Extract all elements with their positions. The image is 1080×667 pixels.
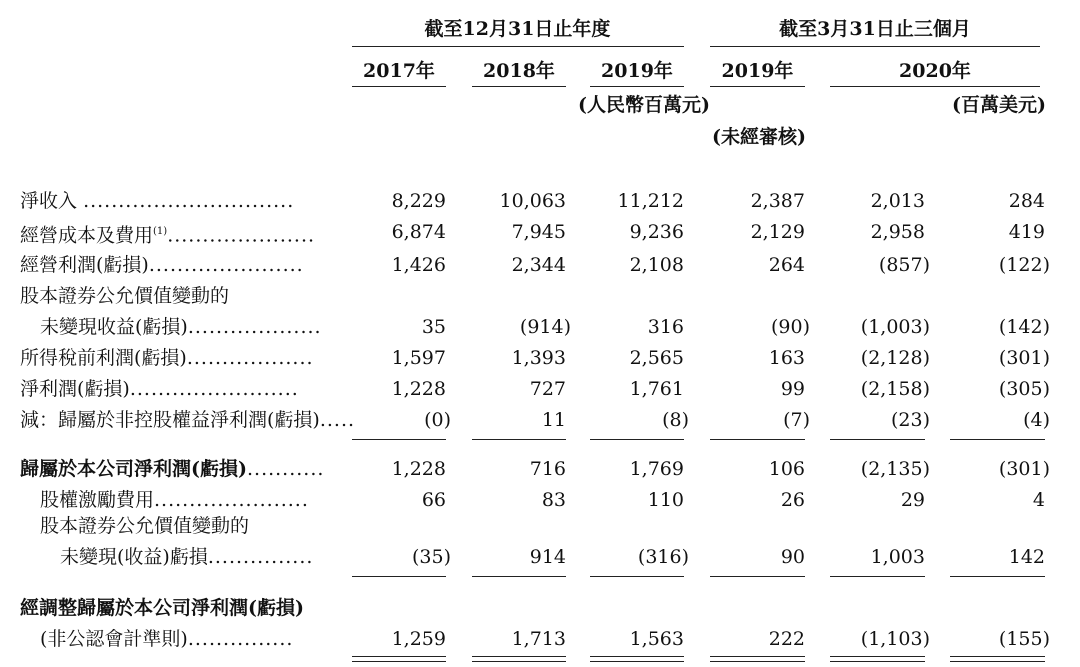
cell: 222 — [768, 628, 805, 650]
cell: (1,003) — [860, 316, 930, 338]
col-rule — [590, 86, 684, 87]
cell: (914) — [519, 316, 571, 338]
col-header-2017: 2017年 — [363, 60, 435, 82]
row-label-pretax-profit: 所得稅前利潤(虧損).................. — [20, 347, 314, 369]
row-label-operating-costs: 經營成本及費用$^{(1)}$..................... — [20, 224, 316, 247]
cell: 1,597 — [391, 347, 446, 369]
cell: (0) — [424, 409, 451, 431]
cell: 9,236 — [629, 221, 684, 243]
cell: 110 — [647, 489, 684, 511]
cell: 2,344 — [511, 254, 566, 276]
subtotal-rule — [472, 576, 566, 577]
cell: (142) — [998, 316, 1050, 338]
cell: 11 — [541, 409, 566, 431]
subtotal-rule — [830, 439, 925, 440]
cell: 99 — [780, 378, 805, 400]
cell: 1,259 — [391, 628, 446, 650]
cell: 142 — [1008, 546, 1045, 568]
cell: (7) — [783, 409, 810, 431]
cell: 1,228 — [391, 378, 446, 400]
cell: (122) — [998, 254, 1050, 276]
subtotal-rule — [710, 576, 805, 577]
cell: 7,945 — [511, 221, 566, 243]
subtotal-rule — [352, 576, 446, 577]
unit-usd-label: (百萬美元) — [952, 94, 1046, 116]
row-label-equity-fv-change: 股本證券公允價值變動的 — [20, 285, 230, 307]
total-rule — [950, 661, 1045, 662]
cell: 29 — [900, 489, 925, 511]
cell: 163 — [768, 347, 805, 369]
cell: 419 — [1008, 221, 1045, 243]
cell: 2,958 — [870, 221, 925, 243]
col-header-2018: 2018年 — [483, 60, 555, 82]
cell: (35) — [411, 546, 451, 568]
subtotal-rule — [950, 576, 1045, 577]
col-rule — [472, 86, 566, 87]
header-rule — [710, 46, 1040, 47]
cell: 10,063 — [499, 190, 566, 212]
cell: 11,212 — [617, 190, 684, 212]
subtotal-rule — [950, 439, 1045, 440]
col-header-2019-q1: 2019年 — [721, 60, 794, 82]
row-label-net-profit: 淨利潤(虧損)........................ — [20, 378, 299, 400]
cell: 264 — [768, 254, 805, 276]
cell: 83 — [541, 489, 566, 511]
cell: 1,228 — [391, 458, 446, 480]
cell: 1,003 — [870, 546, 925, 568]
total-rule — [710, 656, 805, 657]
row-label-unrealized-loss: 未變現(收益)虧損............... — [60, 546, 314, 568]
total-rule — [950, 656, 1045, 657]
cell: (301) — [998, 458, 1050, 480]
subtotal-rule — [590, 576, 684, 577]
cell: 4 — [1032, 489, 1045, 511]
total-rule — [352, 656, 446, 657]
subtotal-rule — [830, 576, 925, 577]
col-rule — [352, 86, 446, 87]
cell: (155) — [998, 628, 1050, 650]
cell: 6,874 — [391, 221, 446, 243]
cell: 2,108 — [629, 254, 684, 276]
cell: 90 — [780, 546, 805, 568]
total-rule — [590, 661, 684, 662]
subtotal-rule — [710, 439, 805, 440]
cell: 66 — [421, 489, 446, 511]
col-header-2020-q1: 2020年 — [899, 60, 971, 82]
cell: (8) — [662, 409, 689, 431]
cell: 1,393 — [511, 347, 566, 369]
cell: (2,128) — [860, 347, 930, 369]
row-label-operating-profit: 經營利潤(虧損)...................... — [20, 254, 304, 276]
cell: 35 — [421, 316, 446, 338]
row-label-minority-interest: 減：歸屬於非控股權益淨利潤(虧損)..... — [20, 409, 356, 431]
col-rule — [830, 86, 1040, 87]
cell: 2,129 — [750, 221, 805, 243]
header-group-annual: 截至12月31日止年度 — [424, 18, 611, 40]
cell: 1,761 — [629, 378, 684, 400]
total-rule — [830, 656, 925, 657]
total-rule — [830, 661, 925, 662]
cell: (4) — [1023, 409, 1050, 431]
total-rule — [352, 661, 446, 662]
total-rule — [472, 656, 566, 657]
cell: (1,103) — [860, 628, 930, 650]
cell: 727 — [529, 378, 566, 400]
cell: 1,713 — [511, 628, 566, 650]
cell: (857) — [878, 254, 930, 276]
total-rule — [472, 661, 566, 662]
cell: (301) — [998, 347, 1050, 369]
row-label-non-gaap: (非公認會計準則)............... — [40, 628, 294, 650]
cell: 284 — [1008, 190, 1045, 212]
col-rule — [710, 86, 805, 87]
row-label-equity-fv-change-2: 股本證券公允價值變動的 — [40, 515, 250, 537]
cell: (305) — [998, 378, 1050, 400]
unit-rmb-label: (人民幣百萬元) — [578, 94, 710, 116]
subtotal-rule — [590, 439, 684, 440]
cell: 26 — [780, 489, 805, 511]
total-rule — [710, 661, 805, 662]
cell: 316 — [647, 316, 684, 338]
col-header-2019: 2019年 — [601, 60, 673, 82]
row-label-unrealized-gain: 未變現收益(虧損)................... — [40, 316, 322, 338]
header-group-quarterly: 截至3月31日止三個月 — [779, 18, 971, 40]
cell: 8,229 — [391, 190, 446, 212]
cell: 716 — [529, 458, 566, 480]
cell: 1,769 — [629, 458, 684, 480]
header-rule — [352, 46, 684, 47]
cell: (2,135) — [860, 458, 930, 480]
row-label-adjusted-net-profit: 經調整歸屬於本公司淨利潤(虧損) — [20, 597, 304, 619]
cell: 1,426 — [391, 254, 446, 276]
subtotal-rule — [352, 439, 446, 440]
cell: 1,563 — [629, 628, 684, 650]
row-label-sbc: 股權激勵費用...................... — [40, 489, 309, 511]
total-rule — [590, 656, 684, 657]
cell: 2,013 — [870, 190, 925, 212]
cell: (2,158) — [860, 378, 930, 400]
cell: (23) — [890, 409, 930, 431]
subtotal-rule — [472, 439, 566, 440]
cell: (90) — [770, 316, 810, 338]
cell: (316) — [637, 546, 689, 568]
cell: 2,565 — [629, 347, 684, 369]
row-label-net-profit-attributable: 歸屬於本公司淨利潤(虧損)........... — [20, 458, 325, 480]
row-label-net-revenue: 淨收入 .............................. — [20, 190, 295, 212]
unaudited-label: (未經審核) — [712, 126, 806, 148]
cell: 106 — [768, 458, 805, 480]
cell: 2,387 — [750, 190, 805, 212]
cell: 914 — [529, 546, 566, 568]
